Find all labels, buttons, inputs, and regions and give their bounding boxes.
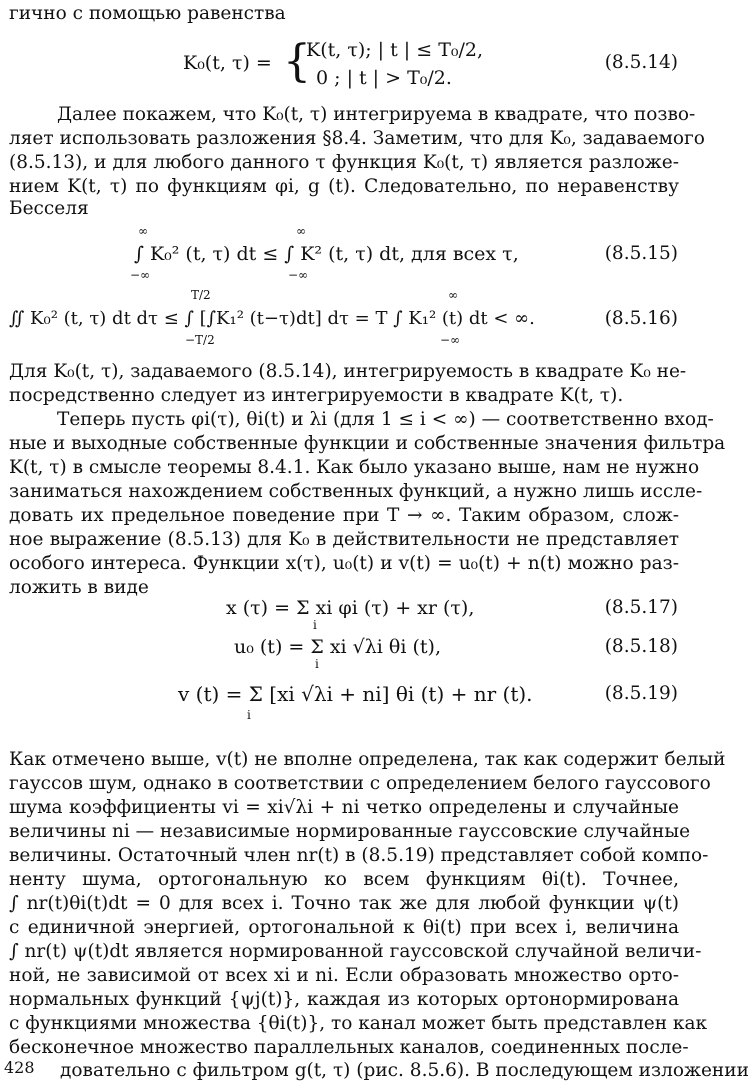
- text-line: Для K₀(t, τ), задаваемого (8.5.14), интегрируемость в квадрате K₀ не-: [9, 361, 687, 382]
- text-line: с функциями множества {θi(t)}, то канал может быть представлен как: [9, 1013, 708, 1034]
- equation-8-5-14-case1: K(t, τ); | t | ≤ T₀/2,: [306, 39, 484, 61]
- text-line: величины. Остаточный член nr(t) в (8.5.19) представляет собой компо-: [9, 845, 709, 866]
- text-line: ∫ nr(t) ψ(t)dt является нормированной гауссовской случайной величи-: [9, 941, 702, 962]
- equation-number: (8.5.19): [604, 683, 678, 704]
- text-line: (8.5.13), и для любого данного τ функция K₀(t, τ) является разложе-: [9, 152, 679, 173]
- equation-8-5-17: x (τ) = Σ xi φi (τ) + xr (τ),: [226, 597, 475, 619]
- text-line: бесконечное множество параллельных каналов, соединенных после-: [9, 1037, 689, 1058]
- equation-8-5-16: ∬ K₀² (t, τ) dt dτ ≤ ∫ [∫K₁² (t−τ)dt] dτ = T ∫ K₁² (t) dt < ∞.: [9, 308, 535, 329]
- equation-8-5-19: v (t) = Σ [xi √λi + ni] θi (t) + nr (t).: [178, 682, 533, 706]
- integral-upper-limit: ∞: [296, 224, 306, 238]
- equation-number: (8.5.18): [604, 636, 678, 657]
- text-line: посредственно следует из интегрируемости в квадрате K(t, τ).: [9, 385, 624, 406]
- equation-8-5-18: u₀ (t) = Σ xi √λi θi (t),: [234, 636, 441, 658]
- integral-upper-limit: ∞: [448, 288, 458, 302]
- text-line: ной, не зависимой от всех xi и ni. Если образовать множество орто-: [9, 965, 679, 986]
- text-line: довательно с фильтром g(t, τ) (рис. 8.5.6). В последующем изложении: [60, 1060, 749, 1081]
- page-number: 428: [4, 1058, 35, 1077]
- text-line: нием K(t, τ) по функциям φi, g (t). Следовательно, по неравенству: [9, 176, 679, 197]
- equation-8-5-14-case2: 0 ; | t | > T₀/2.: [316, 67, 452, 89]
- equation-number: (8.5.16): [604, 308, 678, 329]
- text-line: особого интереса. Функции x(τ), u₀(t) и v(t) = u₀(t) + n(t) можно раз-: [9, 553, 679, 574]
- text-line: величины ni — независимые нормированные гауссовские случайные: [9, 821, 691, 842]
- text-line: гауссов шум, однако в соответствии с определением белого гауссового: [9, 773, 711, 794]
- text-line: ные и выходные собственные функции и собственные значения фильтра: [9, 433, 726, 454]
- text-line: с единичной энергией, ортогональной к θi(t) при всех i, величина: [9, 917, 679, 938]
- integral-upper-limit: ∞: [138, 224, 148, 238]
- integral-lower-limit: −∞: [130, 268, 151, 282]
- text-line: Теперь пусть φi(τ), θi(t) и λi (для 1 ≤ i < ∞) — соответственно вход-: [57, 409, 714, 430]
- sum-index: i: [315, 657, 319, 671]
- text-line: ное выражение (8.5.13) для K₀ в действительности не представляет: [9, 529, 679, 550]
- integral-lower-limit: −∞: [440, 333, 461, 347]
- equation-brace: {: [283, 36, 311, 87]
- integral-lower-limit: −T/2: [185, 333, 215, 347]
- text-line: Далее покажем, что K₀(t, τ) интегрируема в квадрате, что позво-: [57, 104, 696, 125]
- text-line: ляет использовать разложения §8.4. Заметим, что для K₀, задаваемого: [9, 128, 705, 149]
- text-line: K(t, τ) в смысле теоремы 8.4.1. Как было указано выше, нам не нужно: [9, 457, 700, 478]
- text-line: шума коэффициенты vi = xi√λi + ni четко определены и случайные: [9, 797, 679, 818]
- equation-number: (8.5.14): [604, 52, 678, 73]
- text-line: нормальных функций {ψj(t)}, каждая из которых ортонормирована: [9, 989, 679, 1010]
- integral-lower-limit: −∞: [288, 268, 309, 282]
- equation-8-5-14-lhs: K₀(t, τ) =: [183, 52, 272, 74]
- equation-number: (8.5.15): [604, 243, 678, 264]
- text-line: гично с помощью равенства: [9, 3, 286, 24]
- text-line: Как отмечено выше, v(t) не вполне определена, так как содержит белый: [9, 749, 726, 770]
- text-line: ∫ nr(t)θi(t)dt = 0 для всех i. Точно так же для любой функции ψ(t): [9, 893, 679, 914]
- text-line: ненту шума, ортогональную ко всем функциям θi(t). Точнее,: [9, 869, 679, 890]
- integral-upper-limit: T/2: [191, 288, 211, 302]
- equation-number: (8.5.17): [604, 597, 678, 618]
- text-line: ложить в виде: [9, 577, 149, 598]
- text-line: довать их предельное поведение при T → ∞. Таким образом, слож-: [9, 505, 679, 526]
- equation-8-5-15: ∫ K₀² (t, τ) dt ≤ ∫ K² (t, τ) dt, для всех τ,: [134, 243, 519, 265]
- text-line: заниматься нахождением собственных функций, а нужно лишь иссле-: [9, 481, 703, 502]
- sum-index: i: [247, 708, 251, 722]
- text-line: Бесселя: [9, 198, 89, 219]
- sum-index: i: [313, 618, 317, 632]
